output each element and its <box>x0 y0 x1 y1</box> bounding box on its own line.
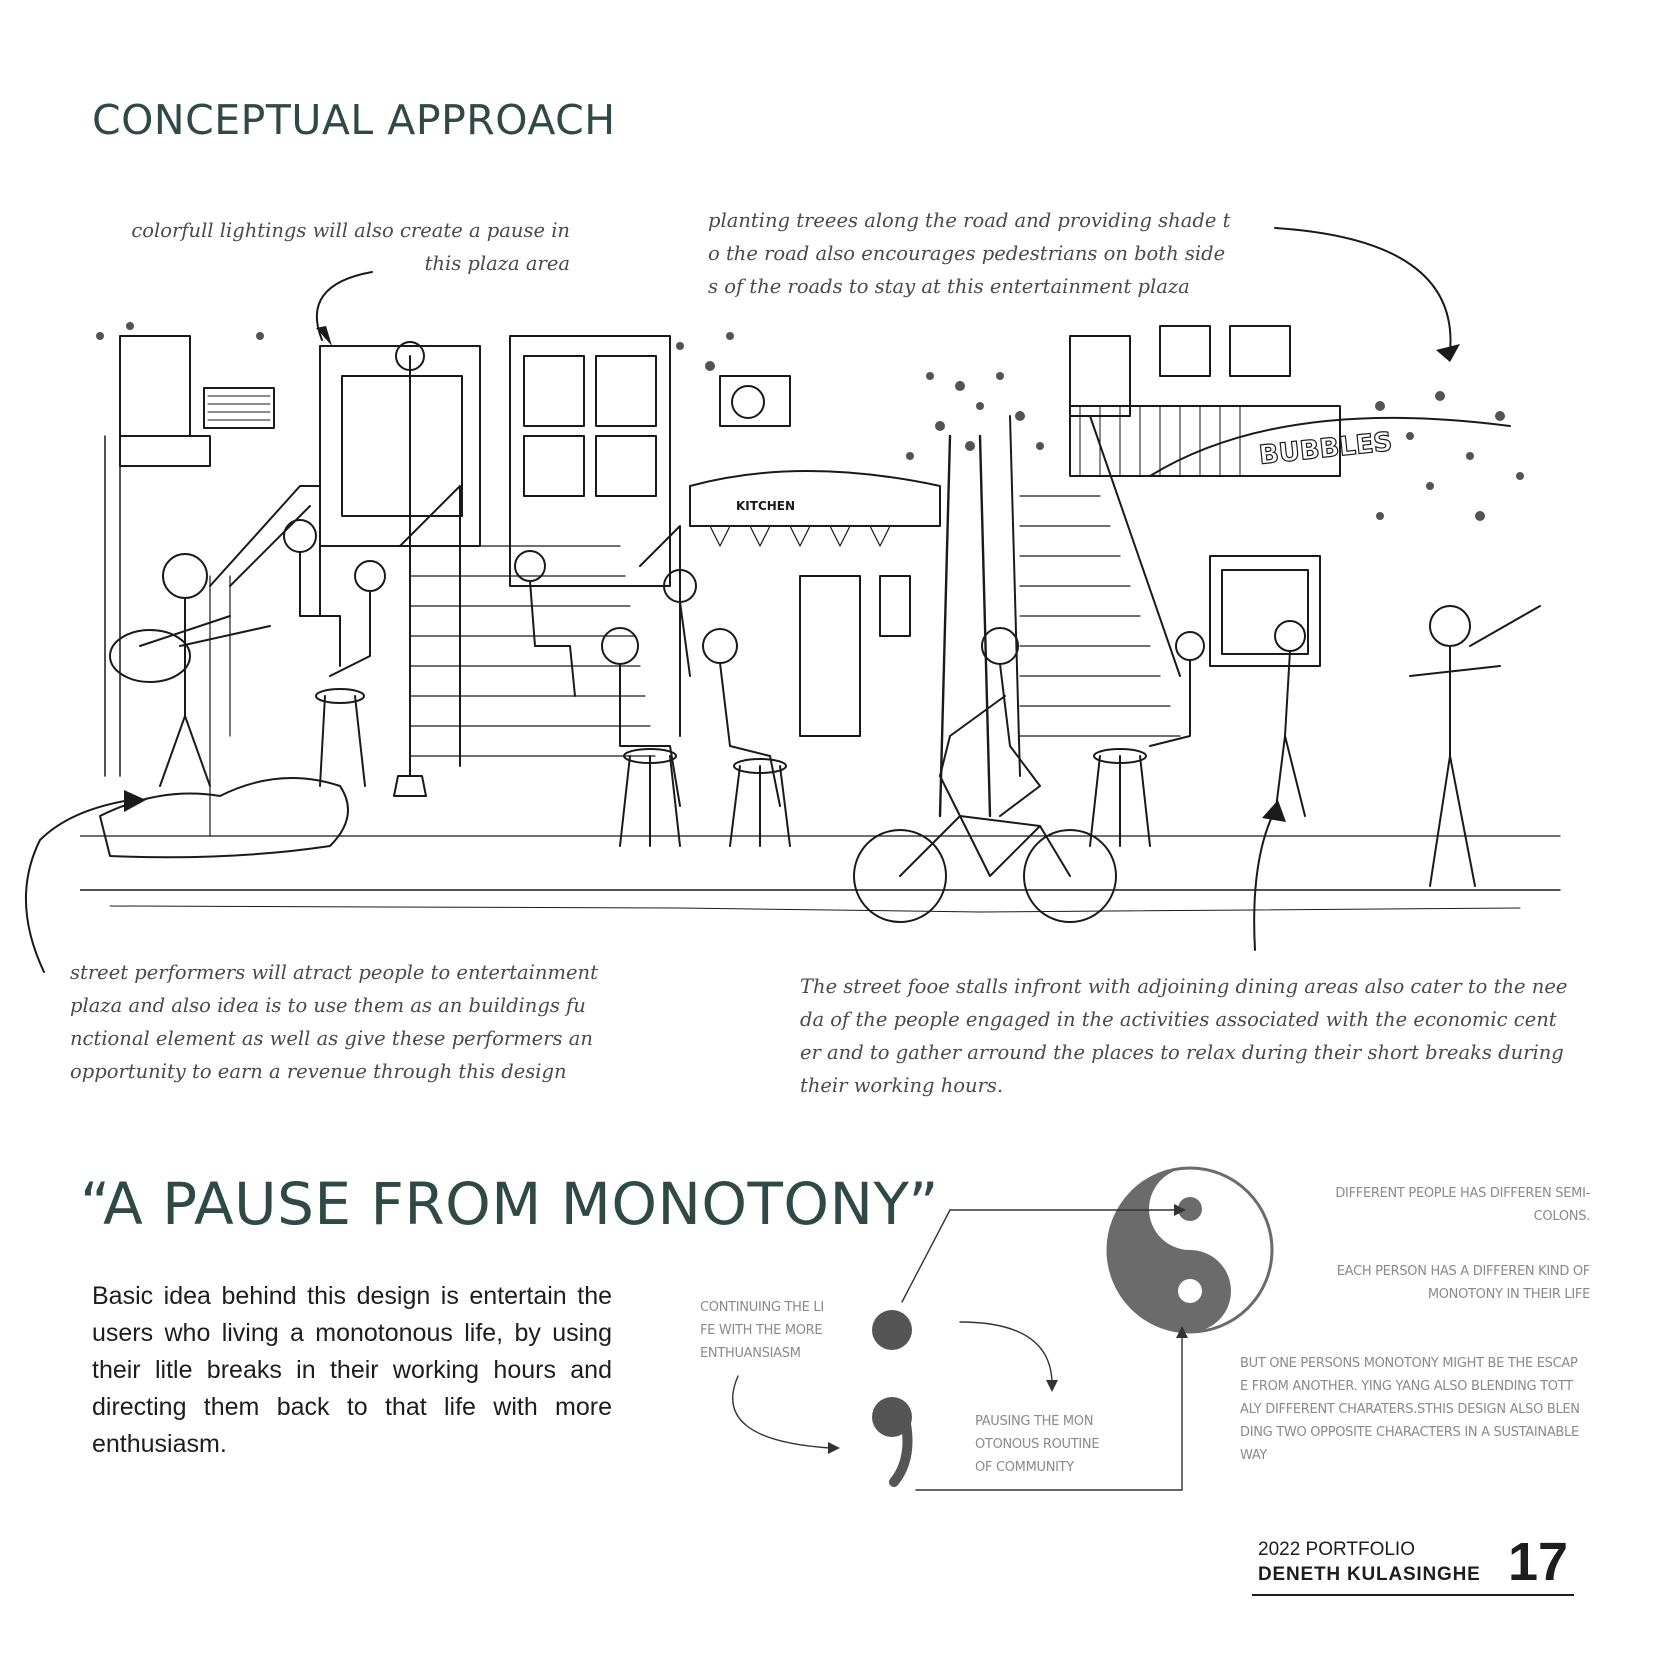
note-different-line: COLONS. <box>1533 1209 1590 1224</box>
note-food <box>800 970 1600 1102</box>
note-each <box>1250 1260 1590 1306</box>
note-but-line: WAY <box>1240 1448 1268 1463</box>
note-trees-line: s of the roads to stay at this entertainment plaza <box>708 275 1190 298</box>
note-continuing <box>700 1296 840 1365</box>
arrow-performers <box>26 800 130 972</box>
yin-yang-icon <box>1108 1168 1272 1332</box>
footer-portfolio: 2022 PORTFOLIO <box>1258 1539 1415 1560</box>
note-lighting-line: colorfull lightings will also create a pause in <box>131 219 570 242</box>
note-pausing <box>975 1410 1115 1479</box>
note-pausing-line: OTONOUS ROUTINE <box>975 1437 1100 1452</box>
note-each-line: EACH PERSON HAS A DIFFEREN KIND OF <box>1336 1264 1590 1279</box>
semicolon-icon <box>872 1310 912 1482</box>
note-each-line: MONOTONY IN THEIR LIFE <box>1427 1287 1590 1302</box>
note-performers-line: street performers will atract people to entertainment <box>70 961 598 984</box>
note-but <box>1240 1352 1600 1467</box>
note-food-line: their working hours. <box>800 1074 1004 1097</box>
page-title: CONCEPTUAL APPROACH <box>92 96 616 144</box>
note-trees-line: o the road also encourages pedestrians on both side <box>708 242 1226 265</box>
arrow-food <box>1254 810 1275 950</box>
note-lighting-line: this plaza area <box>424 252 570 275</box>
note-different <box>1250 1182 1590 1228</box>
note-trees-line: planting treees along the road and providing shade t <box>708 209 1231 232</box>
connector-left <box>733 1376 830 1448</box>
note-continuing-line: FE WITH THE MORE <box>700 1323 823 1338</box>
concept-description: Basic idea behind this design is entertain the users who living a monotonous life, by using their litle breaks in their working hours and directing them back to that life with more enthusiasm. <box>92 1282 612 1458</box>
note-but-line: DING TWO OPPOSITE CHARACTERS IN A SUSTAINABLE <box>1240 1425 1579 1440</box>
graffiti-text: BUBBLES <box>1257 427 1394 471</box>
note-but-line: ALY DIFFERENT CHARATERS.STHIS DESIGN ALSO BLEN <box>1240 1402 1580 1417</box>
note-performers-line: plaza and also idea is to use them as an buildings fu <box>70 994 586 1017</box>
page-number: 17 <box>1508 1532 1569 1592</box>
note-pausing-line: OF COMMUNITY <box>975 1460 1074 1475</box>
note-performers <box>70 956 630 1088</box>
footer-divider <box>1252 1594 1574 1596</box>
note-food-line: er and to gather arround the places to relax during their short breaks during <box>800 1041 1564 1064</box>
note-continuing-line: CONTINUING THE LI <box>700 1300 824 1315</box>
note-pausing-line: PAUSING THE MON <box>975 1414 1094 1429</box>
note-food-line: da of the people engaged in the activities associated with the economic cent <box>800 1008 1557 1031</box>
note-different-line: DIFFERENT PEOPLE HAS DIFFEREN SEMI- <box>1335 1186 1590 1201</box>
note-food-line: The street fooe stalls infront with adjoining dining areas also cater to the nee <box>800 975 1568 998</box>
note-but-line: E FROM ANOTHER. YING YANG ALSO BLENDING TOTT <box>1240 1379 1573 1394</box>
kitchen-sign: KITCHEN <box>736 499 796 513</box>
footer-author: DENETH KULASINGHE <box>1258 1564 1481 1585</box>
footer-label <box>1258 1537 1481 1587</box>
note-performers-line: nctional element as well as give these performers an <box>70 1027 593 1050</box>
arrow-trees <box>1275 228 1451 352</box>
note-but-line: BUT ONE PERSONS MONOTONY MIGHT BE THE ESCAP <box>1240 1356 1578 1371</box>
note-performers-line: opportunity to earn a revenue through this design <box>70 1060 567 1083</box>
concept-tagline: “A PAUSE FROM MONOTONY” <box>80 1170 939 1238</box>
note-continuing-line: ENTHUANSIASM <box>700 1346 801 1361</box>
connector-middle <box>960 1322 1052 1382</box>
